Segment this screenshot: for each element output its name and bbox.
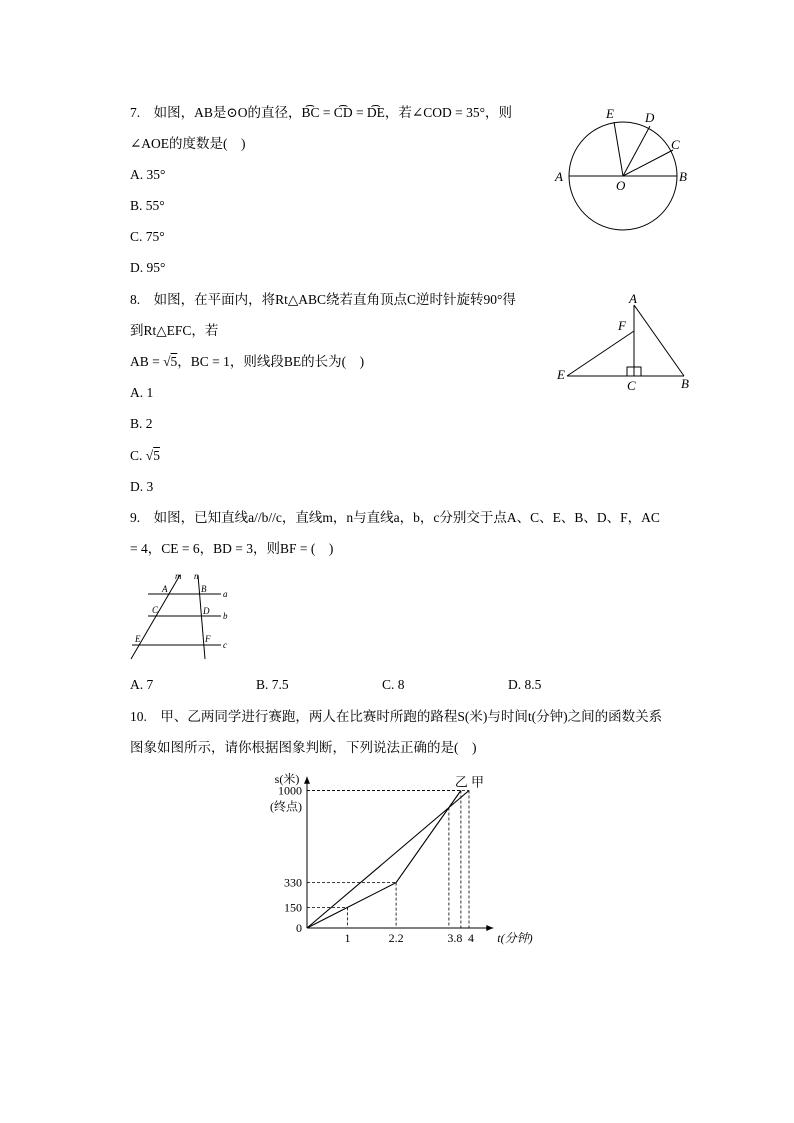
q9-option-b[interactable]: B. 7.5 xyxy=(256,677,289,692)
label-point-c: C xyxy=(152,605,159,615)
label-m: m xyxy=(175,571,182,581)
q7-option-a[interactable]: A. 35° xyxy=(130,167,166,182)
q8-option-b[interactable]: B. 2 xyxy=(130,416,153,431)
line-m xyxy=(131,575,180,659)
y-end-note: (终点) xyxy=(270,799,302,814)
label-n: n xyxy=(194,571,199,581)
label-c: c xyxy=(223,640,227,650)
label-point-e: E xyxy=(135,634,141,644)
q10-line1: 10. 甲、乙两同学进行赛跑，两人在比赛时所跑的路程S(米)与时间t(分钟)之间的函数关系 xyxy=(130,709,663,724)
q8-triangle-figure xyxy=(553,290,698,395)
label-b: B xyxy=(679,169,687,184)
label-point-f: F xyxy=(205,634,211,644)
label-c: C xyxy=(627,378,636,393)
q7-line2: ∠AOE的度数是( ) xyxy=(130,136,246,151)
q8-ab-radicand: 5 xyxy=(170,354,178,369)
label-b: B xyxy=(681,376,689,391)
q7-option-b[interactable]: B. 55° xyxy=(130,198,165,213)
q10-distance-time-chart xyxy=(260,758,550,953)
label-point-b: B xyxy=(201,584,207,594)
q8-line2: 到Rt△EFC，若 xyxy=(130,323,219,338)
x-tick-label: 2.2 xyxy=(388,931,404,945)
radius-oe xyxy=(614,122,623,176)
q8-line3 xyxy=(130,353,364,371)
x-axis-arrow xyxy=(486,925,493,931)
series-line-0 xyxy=(307,791,469,929)
series-line-1 xyxy=(307,791,461,929)
label-e: E xyxy=(557,367,565,382)
label-b: b xyxy=(223,611,228,621)
x-tick-label: 4 xyxy=(468,931,474,945)
label-point-d: D xyxy=(203,606,210,616)
y-axis-arrow xyxy=(304,777,310,784)
q9-line1: 9. 如图，已知直线a//b//c，直线m，n与直线a，b，c分别交于点A、C、E、B、D、F，AC xyxy=(130,510,660,525)
q8-option-a[interactable]: A. 1 xyxy=(130,385,154,400)
q9-parallel-lines-figure xyxy=(128,570,238,665)
series-label-0: 甲 xyxy=(471,774,485,790)
label-o: O xyxy=(616,178,626,193)
q9-option-d[interactable]: D. 8.5 xyxy=(508,677,542,692)
label-e: E xyxy=(606,106,614,121)
side-ab xyxy=(634,305,684,376)
q10-line2: 图象如图所示，请你根据图象判断，下列说法正确的是( ) xyxy=(130,740,477,755)
q9-option-a[interactable]: A. 7 xyxy=(130,677,154,692)
label-point-a: A xyxy=(162,584,168,594)
x-tick-label: 1 xyxy=(344,931,351,945)
x-tick-label: 3.8 xyxy=(447,931,463,945)
y-tick-label: 0 xyxy=(296,921,302,935)
label-a: a xyxy=(223,589,228,599)
q8-option-d[interactable]: D. 3 xyxy=(130,479,154,494)
side-ef xyxy=(567,331,634,376)
y-axis-label: s(米) xyxy=(274,771,300,786)
q8-option-c-radicand: 5 xyxy=(153,448,160,463)
label-f: F xyxy=(618,318,626,333)
sqrt-symbol: √ xyxy=(163,354,171,369)
x-axis-label: t(分钟) xyxy=(497,931,533,945)
q7-option-c[interactable]: C. 75° xyxy=(130,229,165,244)
label-a: A xyxy=(555,169,563,184)
q9-option-c[interactable]: C. 8 xyxy=(382,677,405,692)
q8-ab-label: AB = xyxy=(130,354,164,369)
q7-line1: 7. 如图，AB是⊙O的直径，B͡C = C͡D = D͡E，若∠COD = 35°，则 xyxy=(130,105,513,120)
label-a: A xyxy=(629,291,637,306)
q8-line3-rest: ，BC = 1，则线段BE的长为( ) xyxy=(177,354,365,369)
y-tick-label: 330 xyxy=(284,875,302,890)
y-tick-label: 1000 xyxy=(278,783,302,798)
q8-option-c-label: C. xyxy=(130,448,146,463)
q7-circle-figure xyxy=(550,100,700,235)
q9-line2: = 4，CE = 6，BD = 3，则BF = ( ) xyxy=(130,541,334,556)
q7-option-d[interactable]: D. 95° xyxy=(130,260,166,275)
label-d: D xyxy=(645,110,655,125)
q8-option-c[interactable] xyxy=(130,447,160,465)
y-tick-label: 150 xyxy=(284,900,302,915)
sqrt-symbol: √ xyxy=(145,448,154,463)
series-label-1: 乙 xyxy=(454,774,468,790)
label-c: C xyxy=(671,137,680,152)
q8-line1: 8. 如图，在平面内，将Rt△ABC绕若直角顶点C逆时针旋转90°得 xyxy=(130,292,516,307)
